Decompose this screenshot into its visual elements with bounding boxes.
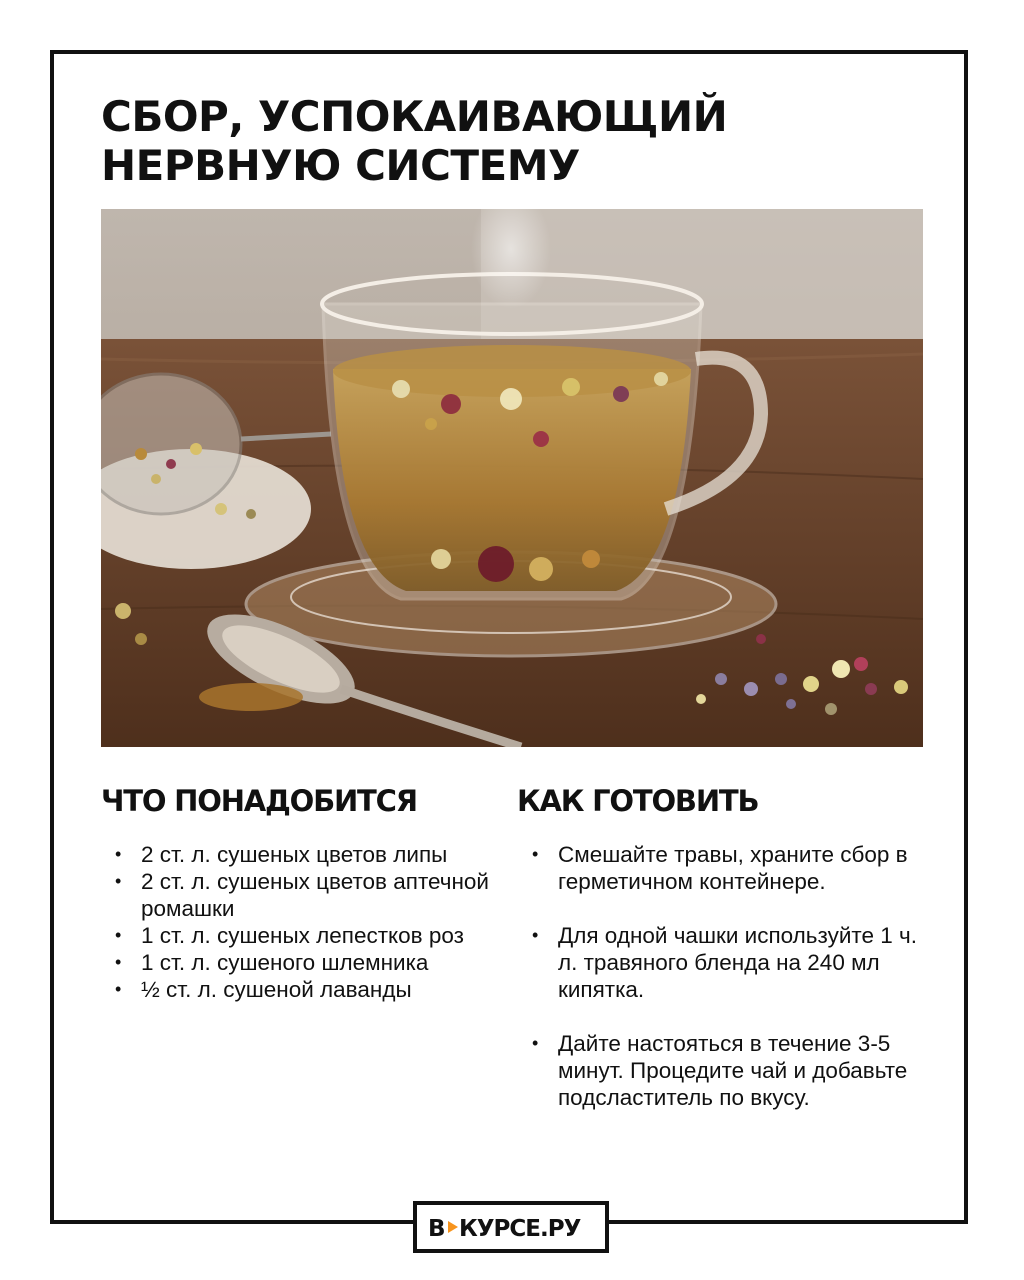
list-item: • 2 ст. л. сушеных цветов аптечной ромашки: [101, 868, 511, 922]
list-item: • 2 ст. л. сушеных цветов липы: [101, 841, 511, 868]
herbal-tea-cup-illustration: [101, 209, 923, 747]
steps-heading: КАК ГОТОВИТЬ: [517, 784, 759, 818]
brand-logo: [413, 1201, 609, 1253]
logo-letter-v: В: [428, 1216, 446, 1242]
list-item: • Для одной чашки используйте 1 ч. л. травяного бленда на 240 мл кипятка.: [518, 922, 918, 1003]
ingredients-list: [101, 841, 511, 1003]
tea-photo: [101, 209, 923, 747]
list-item: • 1 ст. л. сушеного шлемника: [101, 949, 511, 976]
play-arrow-icon: [448, 1221, 458, 1233]
list-item: • Смешайте травы, храните сбор в герметичном контейнере.: [518, 841, 918, 895]
title-line-2: НЕРВНУЮ СИСТЕМУ: [101, 141, 580, 190]
brand-logo-mark: [426, 1212, 596, 1242]
page-title: [101, 92, 921, 190]
list-item: • Дайте настояться в течение 3-5 минут. Процедите чай и добавьте подсластитель по вкусу.: [518, 1030, 918, 1111]
steps-list: [518, 841, 918, 1138]
list-item: • ½ ст. л. сушеной лаванды: [101, 976, 511, 1003]
logo-wordmark: КУРСЕ.РУ: [459, 1216, 581, 1242]
title-line-1: СБОР, УСПОКАИВАЮЩИЙ: [101, 92, 728, 141]
ingredients-heading: ЧТО ПОНАДОБИТСЯ: [101, 784, 417, 818]
list-item: • 1 ст. л. сушеных лепестков роз: [101, 922, 511, 949]
